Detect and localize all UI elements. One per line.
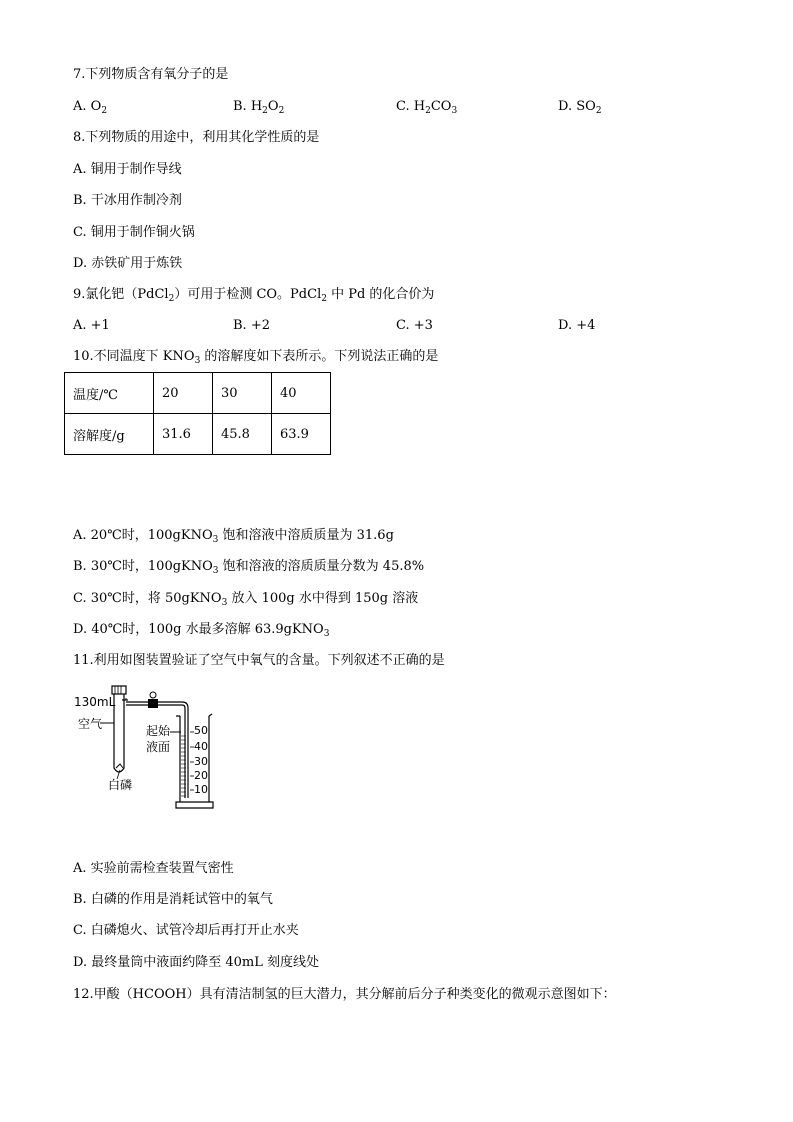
table-cell: 31.6	[154, 414, 213, 455]
q10-option-c: C. 30℃时，将 50gKNO$_3$ 放入 100g 水中得到 150g 溶液	[73, 591, 419, 608]
q8-option-d: D. 赤铁矿用于炼铁	[73, 256, 183, 271]
q9-option-d: D. +4	[558, 318, 596, 333]
q11-option-b: B. 白磷的作用是消耗试管中的氧气	[73, 892, 273, 907]
q10-option-d: D. 40℃时，100g 水最多溶解 63.9gKNO$_3$	[73, 622, 330, 639]
table-cell: 20	[154, 373, 213, 414]
table-row	[65, 414, 331, 455]
q10-option-a: A. 20℃时，100gKNO$_3$ 饱和溶液中溶质质量为 31.6g	[73, 528, 394, 545]
solubility-table	[64, 372, 331, 455]
q7-option-c: C. $H_2CO_3$	[396, 99, 458, 116]
scale-tick-label: 40	[194, 740, 208, 753]
table-cell: 温度/℃	[65, 373, 154, 414]
q7-option-b: B. $H_2O_2$	[233, 99, 285, 116]
scale-tick-label: 30	[194, 755, 208, 768]
q11-option-c: C. 白磷熄火、试管冷却后再打开止水夹	[73, 923, 299, 938]
scale-tick-label: 50	[194, 724, 208, 737]
table-row	[65, 373, 331, 414]
q8-option-c: C. 铜用于制作铜火锅	[73, 225, 195, 240]
q11-option-d: D. 最终量筒中液面约降至 40mL 刻度线处	[73, 955, 319, 970]
q8-stem: 8.下列物质的用途中，利用其化学性质的是	[73, 130, 320, 145]
table-cell: 45.8	[213, 414, 272, 455]
scale-tick-label: 20	[194, 769, 208, 782]
q9-option-c: C. +3	[396, 318, 433, 333]
q8-option-a: A. 铜用于制作导线	[73, 162, 182, 177]
q7-stem: 7.下列物质含有氧分子的是	[73, 67, 229, 82]
q12-stem: 12.甲酸（HCOOH）具有清洁制氢的巨大潜力，其分解前后分子种类变化的微观示意图如下：	[73, 987, 616, 1002]
q9-option-b: B. +2	[233, 318, 270, 333]
q9-option-a: A. +1	[73, 318, 110, 333]
q7-option-a: A. $O_2$	[73, 99, 108, 116]
q10-option-b: B. 30℃时，100gKNO$_3$ 饱和溶液的溶质质量分数为 45.8%	[73, 559, 425, 576]
start-label-2: 液面	[146, 740, 171, 754]
q10-stem: 10.不同温度下 $KNO_3$ 的溶解度如下表所示。下列说法正确的是	[73, 349, 439, 366]
scale-tick-label: 10	[194, 783, 208, 796]
q9-stem: 9.氯化钯（PdCl$_2$）可用于检测 CO。PdCl$_2$ 中 Pd 的化合价为	[73, 287, 435, 304]
table-cell: 63.9	[272, 414, 331, 455]
table-cell: 40	[272, 373, 331, 414]
apparatus-figure	[70, 680, 250, 815]
table-cell: 30	[213, 373, 272, 414]
q7-option-d: D. $SO_2$	[558, 99, 602, 116]
q11-stem: 11.利用如图装置验证了空气中氧气的含量。下列叙述不正确的是	[73, 653, 445, 668]
tube-volume-label: 130mL	[74, 695, 116, 709]
table-cell: 溶解度/g	[65, 414, 154, 455]
q11-option-a: A. 实验前需检查装置气密性	[73, 861, 234, 876]
q8-option-b: B. 干冰用作制冷剂	[73, 193, 182, 208]
air-label: 空气	[78, 717, 103, 731]
white-phosphorus-label: 白磷	[108, 778, 133, 792]
start-label-1: 起始	[146, 724, 171, 738]
